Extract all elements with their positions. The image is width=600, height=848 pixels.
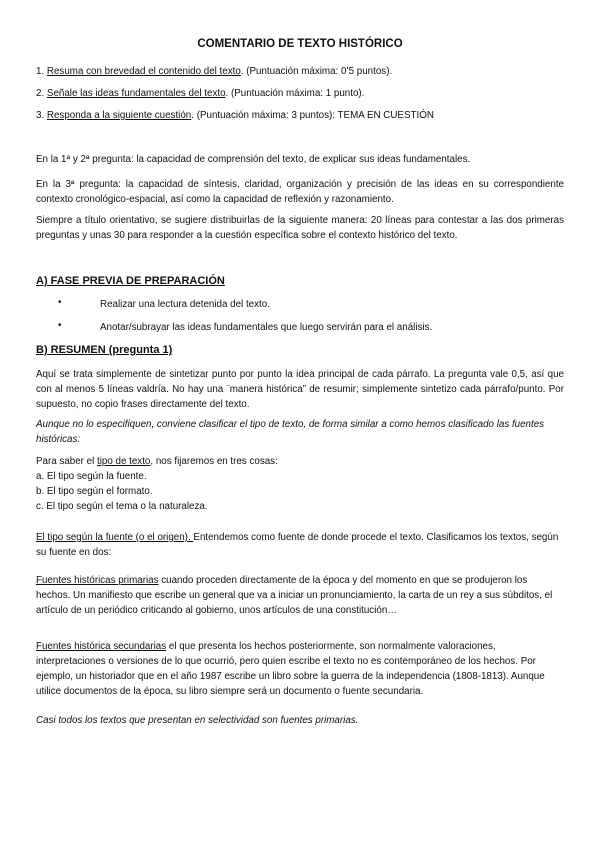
secundarias-paragraph: Fuentes histórica secundarias el que presenta los hechos posteriormente, son normalmente valoraciones, interpretaciones o versiones de lo que ocurrió, pero quien escribe el texto no es contemporáneo de los hechos. Por ejemplo, un historiador que en el año 1987 escribe un libro sobre la guerra de la independencia (1808-1813). Aunque utilice documentos de la época, su libro siempre será un documento o fuente secundaria. xyxy=(36,641,545,697)
question-2 xyxy=(36,86,566,101)
section-a-heading: A) FASE PREVIA DE PREPARACIÓN xyxy=(36,275,225,287)
tipo-item: b. El tipo según el formato. xyxy=(36,486,153,497)
primarias-heading: Fuentes históricas primarias xyxy=(36,575,159,586)
fuente-paragraph: El tipo según la fuente (o el origen). Entendemos como fuente de donde procede el texto. Clasificamos los textos, según su fuente en dos: xyxy=(36,532,559,558)
tipo-item: a. El tipo según la fuente. xyxy=(36,471,147,482)
question-points: . (Puntuación máxima: 0’5 puntos). xyxy=(240,66,393,77)
question-3 xyxy=(36,108,566,123)
resumen-italic-note: Aunque no lo especifiquen, conviene clasificar el tipo de texto, de forma similar a como hemos clasificado las fuentes históricas: xyxy=(36,419,545,445)
fuente-heading: El tipo según la fuente (o el origen). xyxy=(36,532,194,543)
primarias-paragraph: Fuentes históricas primarias cuando proceden directamente de la época y del momento en que se produjeron los hechos. Un manifiesto que escribe un general que va a iniciar un pronunciamiento, la carta de un rey a sus súbditos, el artículo de un periódico criticando al gobierno, unos artículos de una constitución… xyxy=(36,575,553,616)
question-link: Señale las ideas fundamentales del texto xyxy=(46,88,226,99)
criteria-paragraph: En la 1ª y 2ª pregunta: la capacidad de comprensión del texto, de explicar sus ideas fundamentales. xyxy=(36,154,471,165)
question-points: . (Puntuación máxima: 3 puntos): TEMA EN CUESTIÓN xyxy=(191,110,434,121)
bullet-item: Realizar una lectura detenida del texto. xyxy=(100,299,270,310)
question-number: 3. xyxy=(36,110,45,121)
question-number: 2. xyxy=(36,88,45,99)
tipo-texto-line: Para saber el tipo de texto, nos fijaremos en tres cosas: xyxy=(36,456,278,467)
question-points: . (Puntuación máxima: 1 punto). xyxy=(225,88,365,99)
question-link: Responda a la siguiente cuestión xyxy=(46,110,192,121)
closing-note: Casi todos los textos que presentan en selectividad son fuentes primarias. xyxy=(36,715,359,726)
question-link: Resuma con brevedad el contenido del texto xyxy=(46,66,241,77)
resumen-intro: Aquí se trata simplemente de sintetizar punto por punto la idea principal de cada párrafo. La pregunta vale 0,5, así que con al menos 5 líneas valdría. No hay una ¨manera histórica” de resumir; simplemente sintetizo cada párrafo/punto. Por supuesto, no copio frases directamente del texto. xyxy=(36,369,564,410)
question-number: 1. xyxy=(36,66,45,77)
bullet-dot: • xyxy=(58,320,62,331)
bullet-item: Anotar/subrayar las ideas fundamentales que luego servirán para el análisis. xyxy=(100,322,433,333)
question-1 xyxy=(36,64,566,79)
section-b-heading: B) RESUMEN (pregunta 1) xyxy=(36,344,173,356)
tipo-texto-link: tipo de texto xyxy=(97,456,151,467)
criteria-paragraph: Siempre a título orientativo, se sugiere distribuirlas de la siguiente manera: 20 líneas para contestar a las dos primeras preguntas y unas 30 para responder a la cuestión específica sobre el contexto histórico del texto. xyxy=(36,215,564,241)
secundarias-heading: Fuentes histórica secundarias xyxy=(36,641,167,652)
page-title: COMENTARIO DE TEXTO HISTÓRICO xyxy=(197,38,403,50)
tipo-item: c. El tipo según el tema o la naturaleza. xyxy=(36,501,208,512)
criteria-paragraph: En la 3ª pregunta: la capacidad de síntesis, claridad, organización y precisión de las ideas en su correspondiente contexto cronológico-espacial, así como la capacidad de reflexión y razonamiento. xyxy=(36,179,564,205)
bullet-dot: • xyxy=(58,297,62,308)
